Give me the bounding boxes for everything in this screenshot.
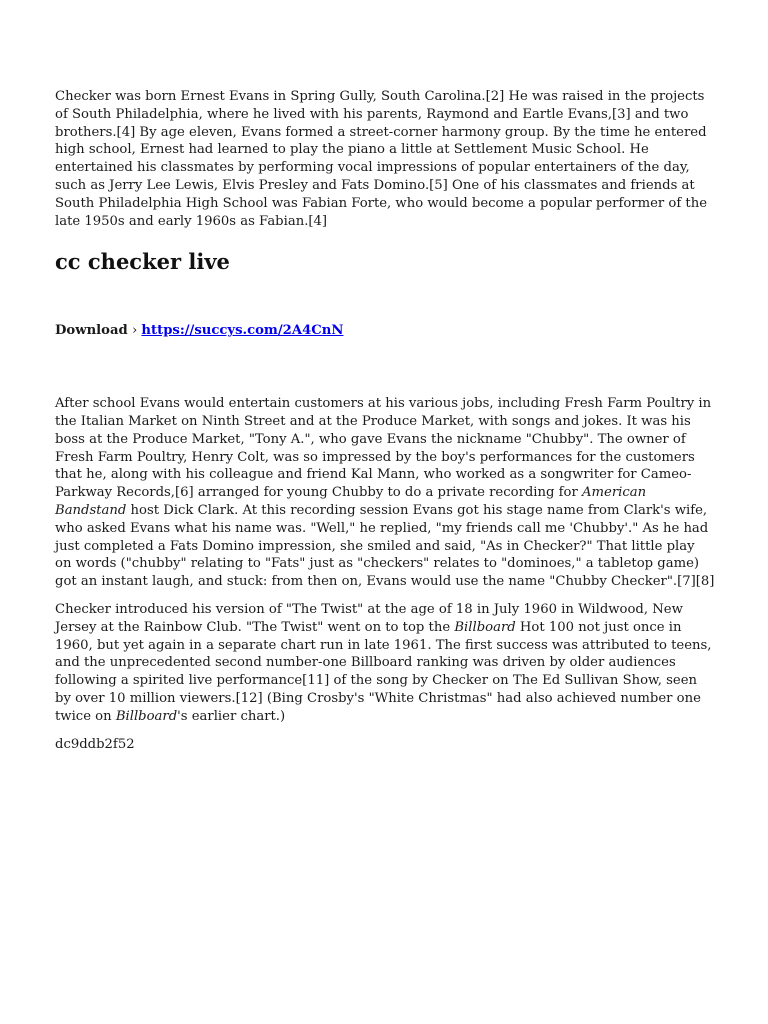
section-heading: cc checker live bbox=[55, 249, 230, 275]
download-link[interactable]: https://succys.com/2A4CnN bbox=[141, 323, 344, 339]
paragraph-twist-text-3: 's earlier chart.) bbox=[177, 708, 286, 724]
download-line bbox=[55, 322, 715, 340]
download-label: Download bbox=[55, 323, 128, 339]
paragraph-nickname-italic: American Bandstand bbox=[55, 485, 647, 518]
download-separator: › bbox=[127, 323, 142, 339]
paragraph-twist-italic-1: Billboard bbox=[454, 619, 516, 635]
paragraph-early-life: Checker was born Ernest Evans in Spring Gully, South Carolina.[2] He was raised in the projects of South Philadelphia, where he lived with his parents, Raymond and Eartle Evans,[3] and two brothers.[4] By age eleven, Evans formed a street-corner harmony group. By the time he entered high school, Ernest had learned to play the piano a little at Settlement Music School. He entertained his classmates by performing vocal impressions of popular entertainers of the day, such as Jerry Lee Lewis, Elvis Presley and Fats Domino.[5] One of his classmates and friends at South Philadelphia High School was Fabian Forte, who would become a popular performer of the late 1950s and early 1960s as Fabian.[4] bbox=[55, 89, 708, 229]
paragraph-twist-italic-2: Billboard bbox=[115, 708, 178, 724]
paragraph-twist-text-2: Hot 100 not just once in 1960, but yet again in a separate chart run in late 1961. The first success was attributed to teens, and the unprecedented second number-one Billboard ranking was driven by older audiences following a spirited live performance[11] of the song by Checker on The Ed Sullivan Show, seen by over 10 million viewers.[12] (Bing Crosby's "White Christmas" had also achieved number one twice on bbox=[55, 619, 712, 724]
paragraph-twist-text-1: Checker introduced his version of "The Twist" at the age of 18 in July 1960 in Wildwood, New Jersey at the Rainbow Club. "The Twist" went on to top the bbox=[55, 601, 683, 635]
paragraph-nickname bbox=[55, 395, 715, 591]
document-page bbox=[55, 88, 715, 753]
paragraph-twist bbox=[55, 601, 715, 726]
paragraph-nickname-text-1: After school Evans would entertain customers at his various jobs, including Fresh Farm Poultry in the Italian Market on Ninth Street and at the Produce Market, with songs and jokes. It was his boss at the Produce Market, "Tony A.", who gave Evans the nickname "Chubby". The owner of Fresh Farm Poultry, Henry Colt, was so impressed by the boy's performances for the customers that he, along with his colleague and friend Kal Mann, who worked as a songwriter for Cameo-Parkway Records,[6] arranged for young Chubby to do a private recording for bbox=[55, 396, 712, 501]
hash-code: dc9ddb2f52 bbox=[55, 736, 135, 752]
paragraph-nickname-text-2: host Dick Clark. At this recording session Evans got his stage name from Clark's wife, who asked Evans what his name was. "Well," he replied, "my friends call me 'Chubby'." As he had just completed a Fats Domino impression, she smiled and said, "As in Checker?" That little play on words ("chubby" relating to "Fats" just as "checkers" relates to "dominoes," a tabletop game) got an instant laugh, and stuck: from then on, Evans would use the name "Chubby Checker".[7][8] bbox=[55, 502, 715, 590]
